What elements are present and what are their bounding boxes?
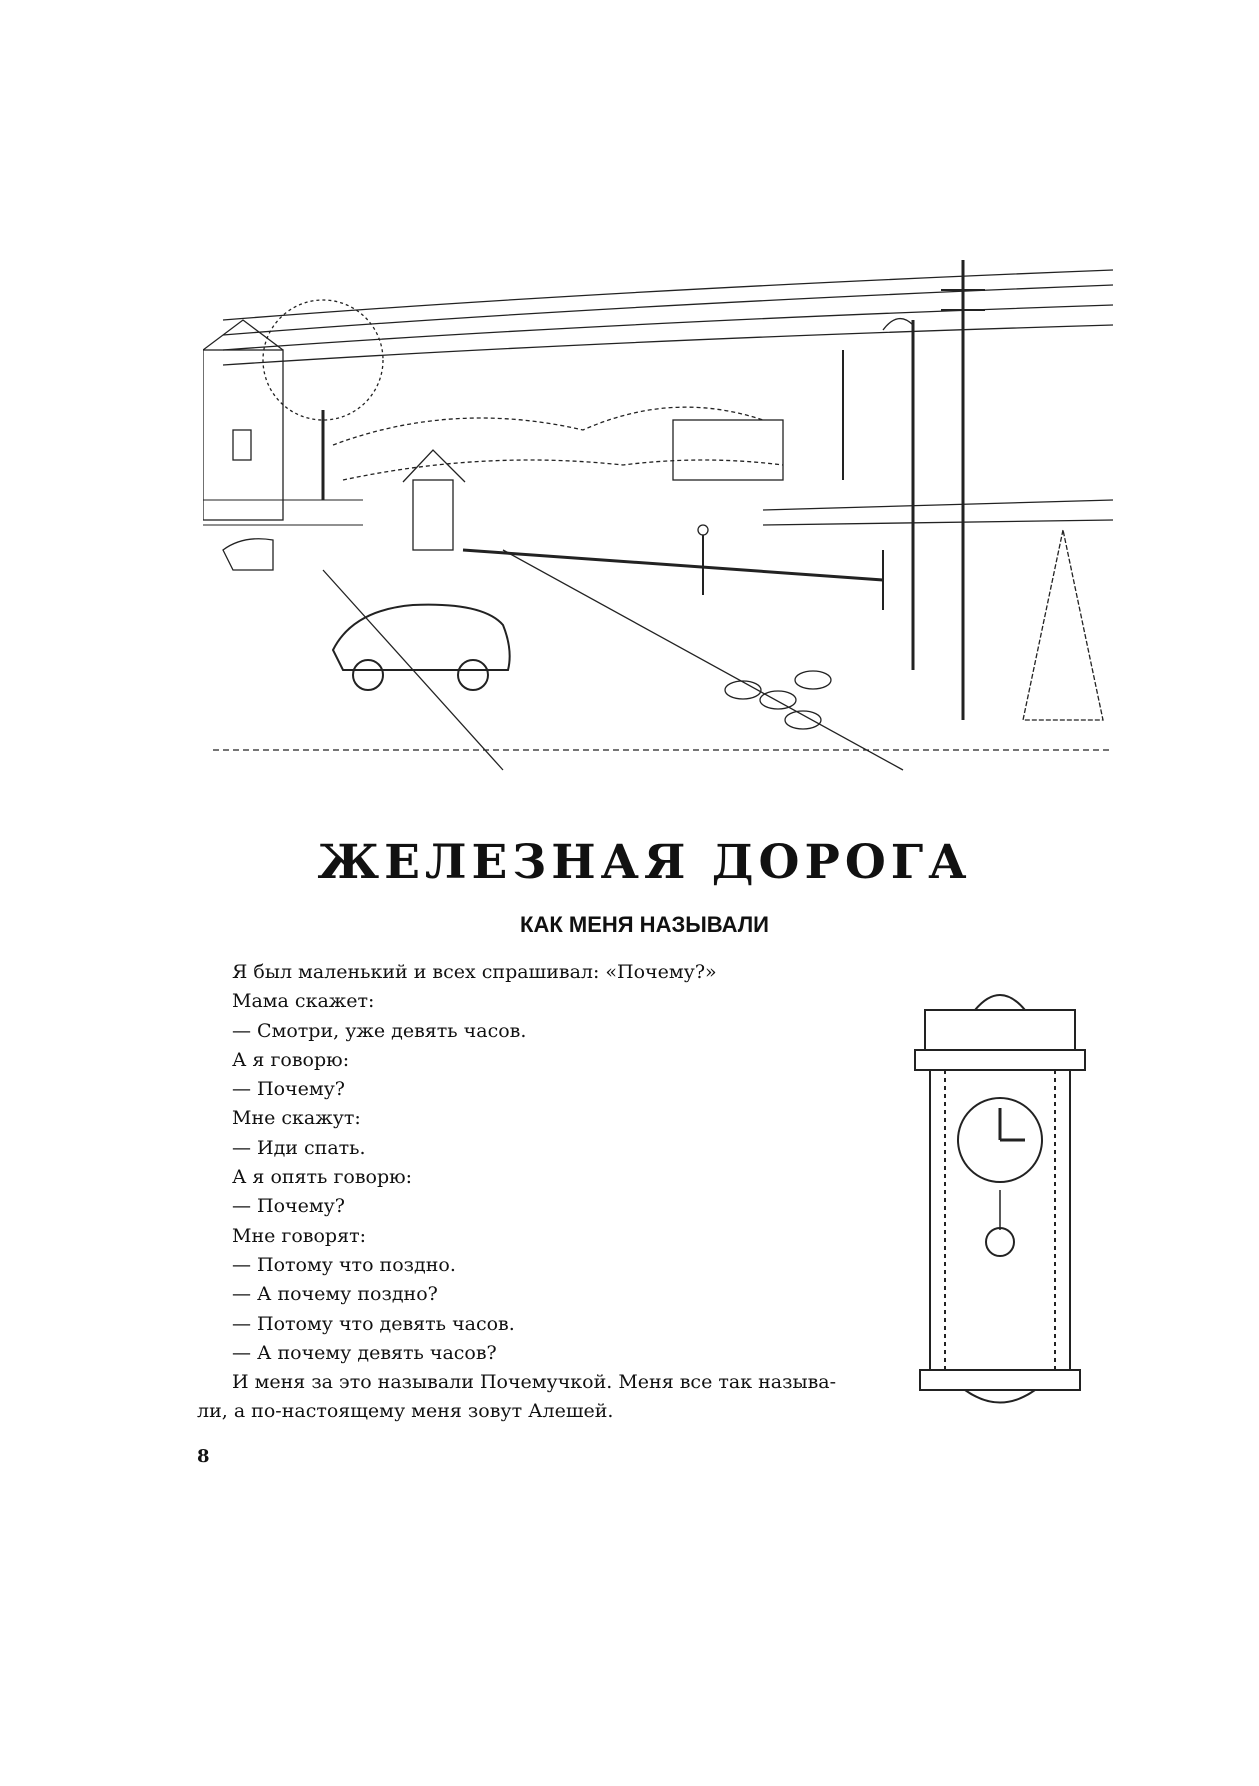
text-line: Я был маленький и всех спрашивал: «Почему?» [232, 961, 717, 983]
chapter-title: ЖЕЛЕЗНАЯ ДОРОГА [317, 835, 972, 890]
text-line: Мне говорят: [232, 1224, 366, 1247]
text-line: — А почему поздно? [232, 1283, 438, 1306]
text-line: — А почему девять часов? [232, 1341, 497, 1364]
text-line: А я опять говорю: [232, 1166, 413, 1189]
story-subtitle: КАК МЕНЯ НАЗЫВАЛИ [520, 912, 769, 937]
text-line: И меня за это называли Почемучкой. Меня все так называ- [232, 1371, 837, 1394]
text-line: — Почему? [232, 1078, 345, 1101]
text-line: — Смотри, уже девять часов. [232, 1019, 527, 1042]
text-line: — Потому что поздно. [232, 1253, 456, 1276]
text-line: — Почему? [232, 1195, 345, 1218]
page-number: 8 [197, 1446, 210, 1467]
text-line: Мне скажут: [232, 1107, 361, 1130]
story-text [197, 958, 887, 1427]
text-line: Мама скажет: [232, 990, 375, 1013]
text-line: — Потому что девять часов. [232, 1312, 515, 1335]
text-line: ли, а по-настоящему меня зовут Алешей. [197, 1400, 614, 1423]
railway-crossing-illustration [203, 250, 1128, 775]
wall-clock-illustration [905, 980, 1095, 1415]
text-line: А я говорю: [232, 1048, 350, 1071]
text-line: — Иди спать. [232, 1136, 366, 1159]
